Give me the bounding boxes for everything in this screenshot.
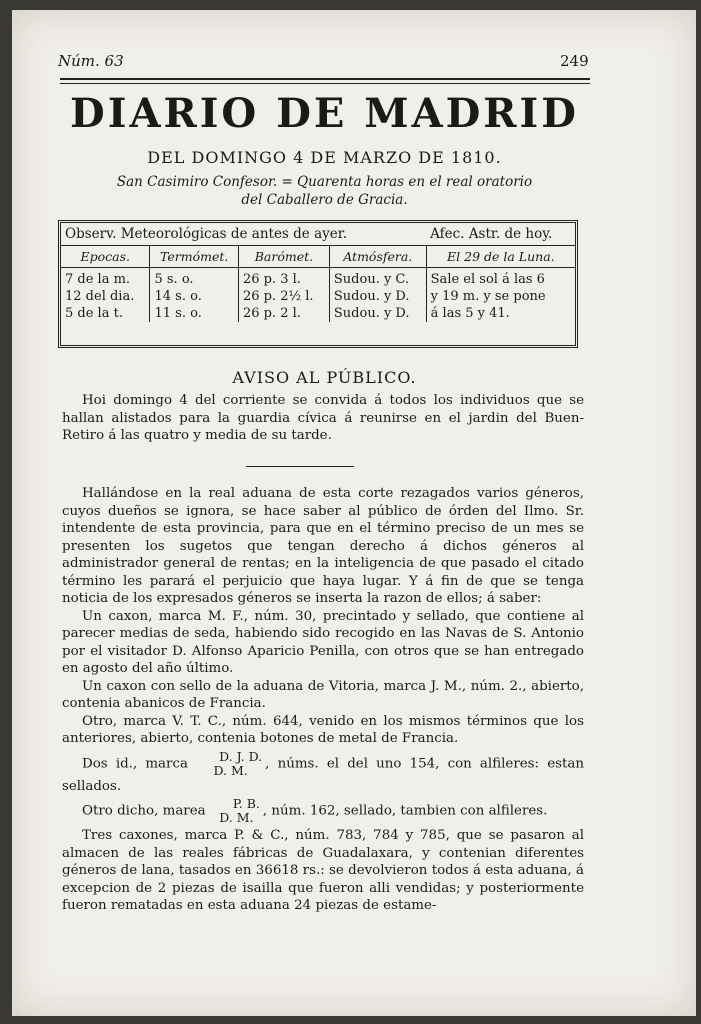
cell-epoca: 5 de la t.	[65, 306, 123, 321]
saint-line-1: San Casimiro Confesor. = Quarenta horas en el real oratorio	[116, 174, 533, 190]
col-termometro: Termómet.	[150, 246, 238, 268]
col-luna: El 29 de la Luna.	[426, 246, 575, 268]
dateline: DEL DOMINGO 4 DE MARZO DE 1810.	[147, 148, 502, 167]
cell-luna: y 19 m. y se pone	[426, 288, 575, 305]
section-separator	[246, 466, 354, 467]
article-paragraph-2: Un caxon, marca M. F., núm. 30, precintado y sellado, que contiene al parecer medias de seda, habiendo sido recogido en las Navas de S. Antonio por el visitador D. Alfonso Aparicio Penilla, con otros que se han entregado en agosto del año último.	[62, 608, 584, 676]
newspaper-page	[12, 10, 696, 1016]
cell-termo: 14 s. o.	[150, 288, 238, 305]
cell-termo: 5 s. o.	[150, 268, 238, 289]
cell-epoca: 12 del dia.	[65, 289, 135, 304]
p6-post: , núm. 162, sellado, tambien con alfileres.	[262, 803, 548, 819]
aviso-heading: AVISO AL PÚBLICO.	[232, 368, 417, 387]
cell-baro: 26 p. 3 l.	[238, 268, 329, 289]
col-barometro: Barómet.	[238, 246, 329, 268]
col-atmosfera: Atmósfera.	[329, 246, 426, 268]
weather-row	[61, 268, 575, 289]
p6-pre: Otro dicho, marea	[82, 803, 206, 819]
aviso-text: Hoi domingo 4 del corriente se convida á todos los individuos que se hallan alistados para la guardia cívica á reunirse en el jardin del Buen-Retiro á las quatro y media de su tarde.	[62, 393, 584, 443]
p5-mark-top: D. J. D.	[219, 748, 263, 764]
p5-pre: Dos id., marca	[82, 756, 188, 771]
page-number: 249	[560, 52, 589, 70]
article-paragraph-4: Otro, marca V. T. C., núm. 644, venido en los mismos términos que los anteriores, abierto, contenia botones de metal de Francia.	[62, 713, 584, 746]
article-paragraph-3: Un caxon con sello de la aduana de Vitoria, marca J. M., núm. 2., abierto, contenia abanicos de Francia.	[62, 678, 584, 711]
cell-atmos: Sudou. y D.	[329, 288, 426, 305]
article-body	[62, 485, 584, 915]
cell-luna: Sale el sol á las 6	[426, 268, 575, 289]
issue-number: Núm. 63	[58, 52, 124, 70]
p6-mark-stack	[213, 797, 260, 825]
weather-row	[61, 288, 575, 305]
cell-termo: 11 s. o.	[150, 305, 238, 322]
article-paragraph-1: Hallándose en la real aduana de esta corte rezagados varios géneros, cuyos dueños se ignora, se hace saber al público de órden del Ilmo. Sr. intendente de esta provincia, para que en el término preciso de un mes se presenten los sugetos que tengan derecho á dichos géneros al administrador general de rentas; en la inteligencia de que pasado el citado término les parará el perjuicio que haya lugar. Y á fin de que se tenga noticia de los expresados géneros se inserta la razon de ellos; á saber:	[62, 486, 584, 606]
p6-mark-bottom: D. M.	[219, 810, 254, 825]
weather-table	[61, 223, 575, 322]
header-rule	[60, 78, 590, 84]
weather-row	[61, 305, 575, 322]
p5-mark-stack	[199, 750, 262, 778]
p5-end: sellados.	[62, 778, 122, 794]
cell-atmos: Sudou. y C.	[329, 268, 426, 289]
p5-mark-bottom: D. M.	[213, 762, 248, 778]
cell-baro: 26 p. 2½ l.	[238, 288, 329, 305]
article-paragraph-7: Tres caxones, marca P. & C., núm. 783, 784 y 785, que se pasaron al almacen de las reales fábricas de Guadalaxara, y contenian diferentes géneros de lana, tasados en 36618 rs.: se devolvieron todos á esta aduana, á excepcion de 2 piezas de isailla que fueron alli vendidas; y posteriormente fueron rematadas en esta aduana 24 piezas de estame-	[62, 828, 584, 913]
article-paragraph-5	[62, 750, 584, 796]
weather-observations-heading: Observ. Meteorológicas de antes de ayer.	[65, 226, 348, 242]
cell-epoca: 7 de la m.	[65, 272, 131, 287]
cell-luna: á las 5 y 41.	[426, 305, 575, 322]
cell-baro: 26 p. 2 l.	[238, 305, 329, 322]
p6-mark-top: P. B.	[232, 796, 260, 811]
p5-post: , núms. el del uno 154, con alfileres: estan	[265, 756, 584, 771]
col-epocas: Epocas.	[61, 246, 150, 268]
saint-line-2: del Caballero de Gracia.	[241, 192, 408, 208]
cell-atmos: Sudou. y D.	[329, 305, 426, 322]
weather-column-row	[61, 246, 575, 268]
article-paragraph-6	[62, 797, 584, 825]
masthead-title: DIARIO DE MADRID	[70, 90, 579, 137]
saint-of-day	[52, 173, 597, 209]
weather-head-row	[61, 223, 575, 246]
weather-astro-heading: Afec. Astr. de hoy.	[430, 226, 553, 242]
weather-table-box	[58, 220, 578, 348]
aviso-paragraph	[62, 392, 584, 445]
